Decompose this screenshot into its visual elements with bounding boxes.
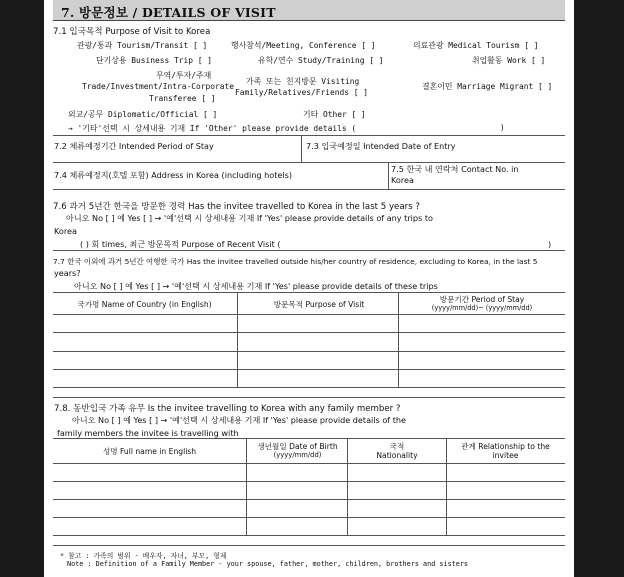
purpose-trade-option[interactable]: Trade/Investment/Intra-Corporate <box>82 82 235 91</box>
family-answer[interactable]: 아니오 No [ ] 예 Yes [ ] → '예'선택 시 상세내용 기재 If 'Yes' please provide details of the <box>72 415 406 425</box>
purpose-trade-label-3: Transferee [ ] <box>149 94 216 103</box>
family-nationality-col-header: 국적 <box>389 442 405 451</box>
family-dob-col-header: 생년월일 Date of Birth <box>257 442 338 451</box>
purpose-trade-label-1: 무역/투자/주재 <box>156 71 212 80</box>
family-dob-col-format: (yyyy/mm/dd) <box>273 451 322 459</box>
purpose-meeting-option[interactable]: 행사참석/Meeting, Conference [ ] <box>231 41 376 50</box>
purpose-diplomatic-option[interactable]: 외교/공무 Diplomatic/Official [ ] <box>68 110 218 119</box>
family-nationality-col-header-2: Nationality <box>376 451 418 460</box>
travelled-abroad-question-2: years? <box>54 268 81 278</box>
purpose-other-close: ) <box>500 123 505 132</box>
purpose-family-option[interactable]: Family/Relatives/Friends [ ] <box>235 88 369 97</box>
purpose-marriage-option[interactable]: 결혼이민 Marriage Migrant [ ] <box>422 82 553 91</box>
family-note-korean: * 참고 : 가족의 범위 - 배우자, 자녀, 부모, 형제 <box>60 552 227 560</box>
contact-label-2: Korea <box>391 175 414 185</box>
address-label: 7.4 체류예정지(호텔 포함) Address in Korea (including hotels) <box>54 170 292 180</box>
purpose-study-option[interactable]: 유학/연수 Study/Training [ ] <box>258 56 384 65</box>
section-header: 7. 방문정보 / DETAILS OF VISIT <box>53 0 565 21</box>
purpose-work-option[interactable]: 취업활동 Work [ ] <box>472 56 546 65</box>
purpose-title: 7.1 입국목적 Purpose of Visit to Korea <box>53 27 211 37</box>
travelled-abroad-question: 7.7 한국 이외에 과거 5년간 여행한 국가 Has the invitee travelled outside his/her country of residence, excluding to Korea, in the last 5 <box>53 257 538 266</box>
intended-stay-label: 7.2 체류예정기간 Intended Period of Stay <box>54 141 214 151</box>
period-col-format: (yyyy/mm/dd)~ (yyyy/mm/dd) <box>431 304 533 312</box>
family-note-english: Note : Definition of a Family Member - your spouse, father, mother, children, brothers and sisters <box>67 560 469 568</box>
family-answer-2: family members the invitee is travelling with <box>57 428 239 438</box>
purpose-col-header: 방문목적 Purpose of Visit <box>273 300 365 309</box>
purpose-business-option[interactable]: 단기상용 Business Trip [ ] <box>96 56 212 65</box>
country-col-header: 국가명 Name of Country (in English) <box>77 300 212 309</box>
contact-label: 7.5 한국 내 연락처 Contact No. in <box>391 164 519 174</box>
visited-korea-answer[interactable]: 아니오 No [ ] 예 Yes [ ] → '예'선택 시 상세내용 기재 If 'Yes' please provide details of any trips to <box>66 213 433 223</box>
visited-korea-answer-2: Korea <box>54 226 77 236</box>
visited-korea-question: 7.6 과거 5년간 한국을 방문한 경력 Has the invitee travelled to Korea in the last 5 years ? <box>53 202 420 212</box>
purpose-tourism-option[interactable]: 관광/통과 Tourism/Transit [ ] <box>77 41 208 50</box>
visit-times-close: ) <box>548 239 552 249</box>
family-question: 7.8. 동반입국 가족 유무 Is the invitee travelling to Korea with any family member ? <box>54 404 401 414</box>
purpose-other-option[interactable]: 기타 Other [ ] <box>303 110 366 119</box>
travelled-abroad-answer[interactable]: 아니오 No [ ] 예 Yes [ ] → '예'선택 시 상세내용 기재 If 'Yes' please provide details of these trips <box>74 281 438 291</box>
purpose-other-details-label: → '기타'선택 시 상세내용 기재 If 'Other' please provide details ( <box>68 124 357 133</box>
purpose-medical-option[interactable]: 의료관광 Medical Tourism [ ] <box>413 41 539 50</box>
period-col-header: 방문기간 Period of Stay <box>439 295 525 304</box>
family-relationship-col-header: 관계 Relationship to the <box>461 442 550 451</box>
visa-form-page <box>44 0 574 577</box>
entry-date-label: 7.3 입국예정일 Intended Date of Entry <box>306 141 456 151</box>
purpose-family-label: 가족 또는 친지방문 Visiting <box>246 77 360 86</box>
family-relationship-col-header-2: invitee <box>492 451 519 460</box>
visit-times-field[interactable]: ( ) 회 times, 최근 방문목적 Purpose of Recent Visit ( <box>80 239 281 249</box>
family-name-col-header: 성명 Full name in English <box>102 447 197 456</box>
